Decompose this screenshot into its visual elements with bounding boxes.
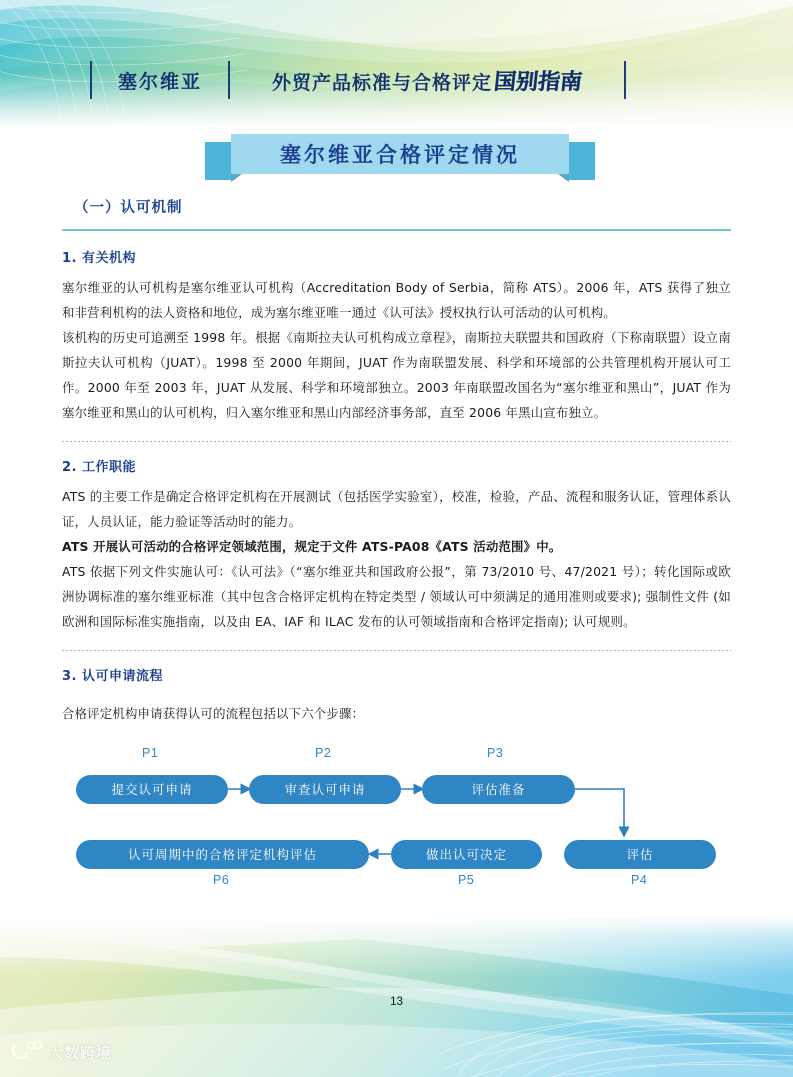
header-guide-brush-text: 国别指南 bbox=[492, 68, 584, 95]
flow-step-p1[interactable]: 提交认可申请 bbox=[76, 775, 228, 804]
ribbon-fold-left bbox=[231, 174, 242, 182]
page-number: 13 bbox=[390, 996, 403, 1008]
flow-label-p5: P5 bbox=[458, 872, 475, 887]
header-divider-right bbox=[624, 61, 626, 99]
header-guide-title-text: 外贸产品标准与合格评定 bbox=[272, 71, 493, 94]
ribbon-tab-right bbox=[565, 142, 595, 180]
flow-label-p2: P2 bbox=[315, 745, 332, 760]
flow-label-p3: P3 bbox=[487, 745, 504, 760]
flow-step-p2[interactable]: 审查认可申请 bbox=[249, 775, 401, 804]
flow-step-p4[interactable]: 评估 bbox=[564, 840, 716, 869]
subsection-2-heading: 2. 工作职能 bbox=[62, 459, 137, 475]
flow-step-p6[interactable]: 认可周期中的合格评定机构评估 bbox=[76, 840, 369, 869]
subsection-2-paragraph-2: ATS 开展认可活动的合格评定领域范围，规定于文件 ATS-PA08《ATS 活动范围》中。 bbox=[62, 538, 562, 554]
watermark-logo-icon bbox=[12, 1040, 42, 1064]
page-title-ribbon bbox=[0, 134, 793, 180]
main-content bbox=[0, 196, 793, 894]
flow-step-p5[interactable]: 做出认可决定 bbox=[391, 840, 542, 869]
page-title: 塞尔维亚合格评定情况 bbox=[280, 143, 520, 167]
header-title-row bbox=[0, 56, 793, 104]
header-divider-left bbox=[90, 61, 92, 99]
header-country-name: 塞尔维亚 bbox=[118, 70, 203, 93]
section-rule bbox=[62, 229, 731, 231]
subsection-1-paragraph-1: 塞尔维亚的认可机构是塞尔维亚认可机构（Accreditation Body of Serbia，简称 ATS）。2006 年，ATS 获得了独立和非营利机构的法人资格和地位，成为塞尔维亚唯一通过《认可法》授权执行认可活动的认可机构。 bbox=[62, 279, 731, 320]
subsection-3-heading: 3. 认可申请流程 bbox=[62, 668, 164, 684]
flow-label-p6: P6 bbox=[213, 872, 230, 887]
subsection-1-heading: 1. 有关机构 bbox=[62, 250, 137, 266]
header-guide-title bbox=[272, 65, 582, 96]
watermark bbox=[12, 1040, 112, 1064]
flow-label-p4: P4 bbox=[631, 872, 648, 887]
section-heading: （一）认可机制 bbox=[74, 200, 183, 216]
subsection-1-paragraph-2: 该机构的历史可追溯至 1998 年。根据《南斯拉夫认可机构成立章程》，南斯拉夫联盟共和国政府（下称南联盟）设立南斯拉夫认可机构（JUAT）。1998 至 2000 年期间，JUAT 作为南联盟发展、科学和环境部的公共管理机构开展认可工作。2000 年至 2003 年，JUAT 从发展、科学和环境部独立。2003 年南联盟改国名为“塞尔维亚和黑山”，JUAT 作为塞尔维亚和黑山的认可机构，归入塞尔维亚和黑山内部经济事务部，直至 2006 年黑山宣布独立。 bbox=[62, 329, 731, 420]
divider-1 bbox=[62, 441, 731, 442]
flowchart-connectors bbox=[62, 744, 742, 894]
subsection-3-paragraph-1: 合格评定机构申请获得认可的流程包括以下六个步骤： bbox=[62, 705, 365, 721]
subsection-2-paragraph-3: ATS 依据下列文件实施认可：《认可法》（“塞尔维亚共和国政府公报”，第 73/2010 号、47/2021 号）；转化国际或欧洲协调标准的塞尔维亚标准（其中包含合格评定机构在特定类型 / 领域认可中须满足的通用准则或要求); 强制性文件 (如欧洲和国际标准实施指南，以及由 EA、IAF 和 ILAC 发布的认可领域指南和合格评定指南); 认可规则。 bbox=[62, 563, 731, 629]
subsection-2-paragraph-1: ATS 的主要工作是确定合格评定机构在开展测试（包括医学实验室），校准，检验，产品、流程和服务认证，管理体系认证，人员认证，能力验证等活动时的能力。 bbox=[62, 488, 731, 529]
flow-label-p1: P1 bbox=[142, 745, 159, 760]
watermark-text: 大数跨境 bbox=[48, 1043, 113, 1062]
divider-2 bbox=[62, 650, 731, 651]
header-divider-mid bbox=[228, 61, 230, 99]
accreditation-process-flowchart bbox=[62, 744, 742, 894]
ribbon-fold-right bbox=[558, 174, 569, 182]
ribbon-banner bbox=[231, 134, 569, 174]
flow-step-p3[interactable]: 评估准备 bbox=[422, 775, 575, 804]
